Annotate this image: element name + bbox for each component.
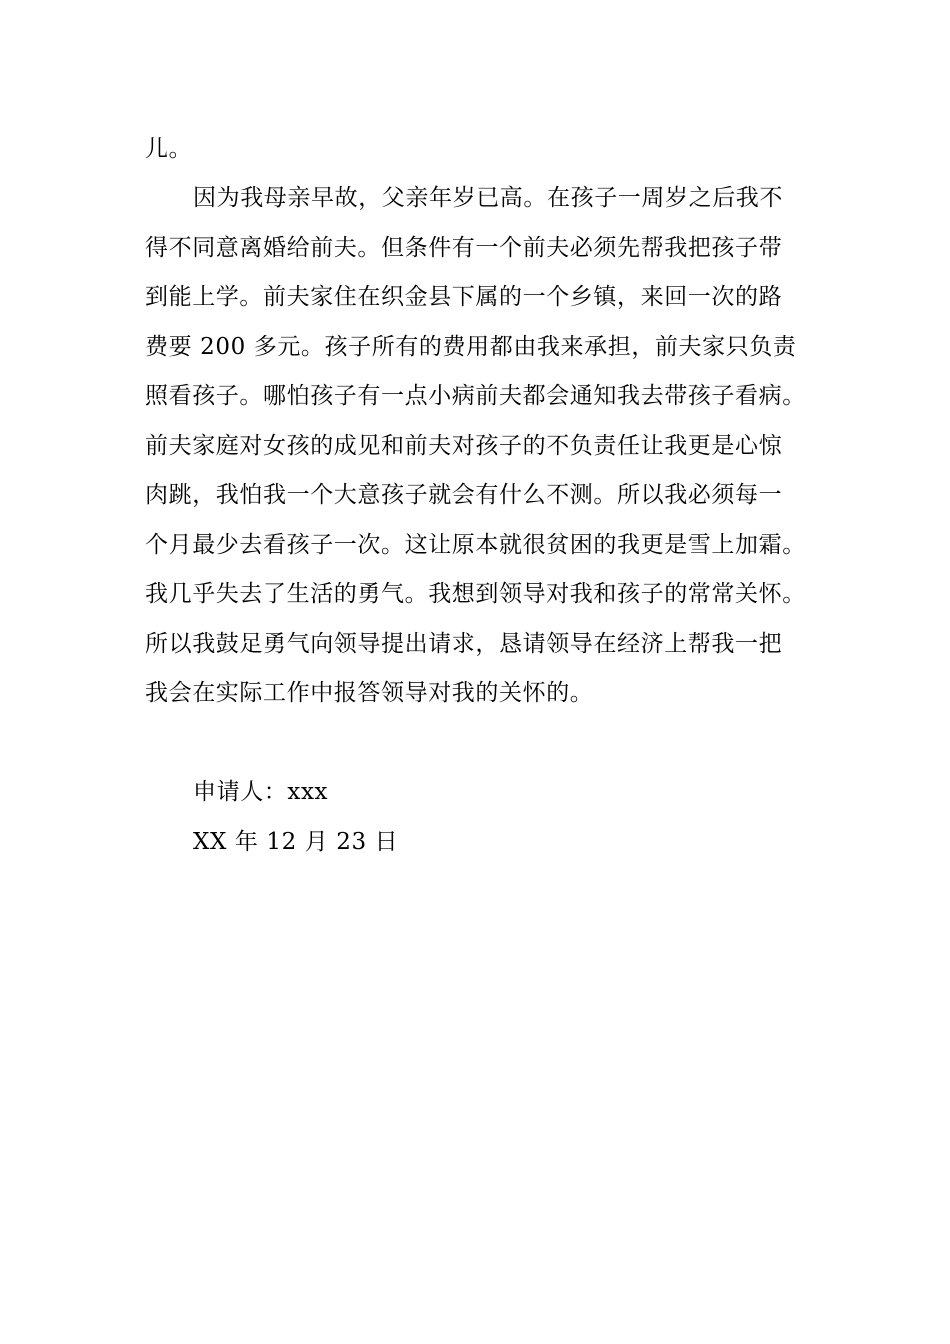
paragraph-line: 所以我鼓足勇气向领导提出请求，恳请领导在经济上帮我一把 <box>145 631 783 657</box>
paragraph-line: 到能上学。前夫家住在织金县下属的一个乡镇，来回一次的路 <box>145 284 783 310</box>
paragraph-line: 我会在实际工作中报答领导对我的关怀的。 <box>145 680 594 706</box>
paragraph-line: 照看孩子。哪怕孩子有一点小病前夫都会通知我去带孩子看病。 <box>145 383 806 409</box>
paragraph-line: 个月最少去看孩子一次。这让原本就很贫困的我更是雪上加霜。 <box>145 532 806 558</box>
paragraph-line: 费要 200 多元。孩子所有的费用都由我来承担，前夫家只负责 <box>145 334 797 360</box>
paragraph-line: 我几乎失去了生活的勇气。我想到领导对我和孩子的常常关怀。 <box>145 581 806 607</box>
signature-line: 申请人：xxx <box>193 779 329 805</box>
paragraph-line: 前夫家庭对女孩的成见和前夫对孩子的不负责任让我更是心惊 <box>145 433 783 459</box>
paragraph-line: 得不同意离婚给前夫。但条件有一个前夫必须先帮我把孩子带 <box>145 235 783 261</box>
paragraph-line: 因为我母亲早故，父亲年岁已高。在孩子一周岁之后我不 <box>193 185 783 211</box>
date-line: XX 年 12 月 23 日 <box>193 829 399 855</box>
paragraph-line: 肉跳，我怕我一个大意孩子就会有什么不测。所以我必须每一 <box>145 482 783 508</box>
paragraph-line: 儿。 <box>145 136 193 162</box>
